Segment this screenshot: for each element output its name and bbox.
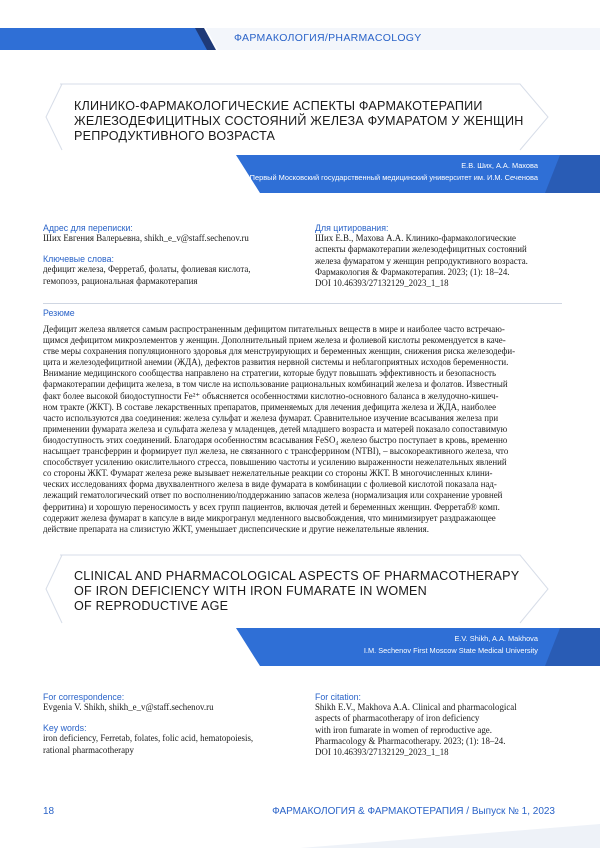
citation-block-en — [315, 692, 565, 758]
citation-line: DOI 10.46393/27132129_2023_1_18 — [315, 278, 449, 289]
title-line: CLINICAL AND PHARMACOLOGICAL ASPECTS OF PHARMACOTHERAPY — [74, 569, 520, 583]
citation-line: aspects of pharmacotherapy of iron deficiency — [315, 713, 480, 724]
divider — [43, 303, 562, 304]
authors-en: E.V. Shikh, A.A. Makhova — [454, 634, 538, 643]
abstract-line: Внимание медицинского сообщества направлено на стратегии, которые будут повышать эффективность и безопасность — [43, 368, 497, 379]
article-title-ru — [74, 99, 544, 144]
citation-label-en: For citation: — [315, 692, 361, 702]
keywords-line: гемопоэз, рациональная фармакотерапия — [43, 275, 198, 286]
address-text: Ших Евгения Валерьевна, shikh_e_v@staff.sechenov.ru — [43, 233, 249, 243]
abstract-line: фармакотерапии дефицита железа, в том числе на использование рациональных комбинаций железа и фолатов. Известный — [43, 379, 508, 390]
title-line: КЛИНИКО-ФАРМАКОЛОГИЧЕСКИЕ АСПЕКТЫ ФАРМАКОТЕРАПИИ — [74, 99, 483, 113]
abstract-line: щимся дефицитом микроэлементов у женщин. Дополнительный прием железа и фолиевой кислоты рекомендуется в каче- — [43, 335, 506, 346]
header-bar — [0, 28, 600, 50]
correspondence-block-ru — [43, 223, 303, 287]
author-band-en — [0, 628, 600, 666]
abstract-line: способствует усилению окислительного стресса, повышению частоты и усилению выраженности нежелательных явлений — [43, 457, 507, 468]
title-line: РЕПРОДУКТИВНОГО ВОЗРАСТА — [74, 129, 276, 143]
correspondence-block-en — [43, 692, 303, 756]
keywords-label-ru: Ключевые слова: — [43, 254, 114, 265]
abstract-line: лежащий гематологический ответ по восполнению/поддержанию запасов железа (нормализация или сохранение уровней — [43, 490, 503, 501]
abstract-line: ном тракте (ЖКТ). В составе лекарственных препаратов, применяемых для лечения дефицита железа и ЖДА, наиболее — [43, 401, 497, 412]
title-line: ЖЕЛЕЗОДЕФИЦИТНЫХ СОСТОЯНИЙ ЖЕЛЕЗА ФУМАРАТОМ У ЖЕНЩИН — [74, 114, 524, 128]
citation-line: Pharmacology & Pharmacotherapy. 2023; (1): 18–24. — [315, 735, 506, 746]
title-line: OF REPRODUCTIVE AGE — [74, 599, 229, 613]
abstract-line: ческих исследованиях форма двухвалентного железа в виде фумарата в комбинации с фолиевой кислотой показала над- — [43, 479, 497, 490]
abstract-line: со стороны ЖКТ. Фумарат железа реже вызывает нежелательные реакции со стороны ЖКТ. В многочисленных клини- — [43, 468, 493, 479]
affiliation-ru: Первый Московский государственный медицинский университет им. И.М. Сеченова — [249, 173, 538, 182]
citation-line: аспекты фармакотерапии железодефицитных состояний — [315, 244, 527, 255]
journal-footer: ФАРМАКОЛОГИЯ & ФАРМАКОТЕРАПИЯ / Выпуск № 1, 2023 — [272, 806, 555, 817]
abstract-ru — [43, 324, 562, 535]
abstract-line: часто используются два соединения: железа сульфат и железа фумарат. Сравнительное изучение всасывания железа при — [43, 412, 499, 423]
correspondence-label: For correspondence: — [43, 692, 125, 702]
citation-line: железа фумаратом у женщин репродуктивного возраста. — [315, 255, 528, 266]
title-line: OF IRON DEFICIENCY WITH IRON FUMARATE IN WOMEN — [74, 584, 427, 598]
affiliation-en: I.M. Sechenov First Moscow State Medical University — [363, 646, 538, 655]
citation-block-ru — [315, 223, 565, 289]
footer-decoration — [0, 824, 600, 848]
citation-line: Shikh E.V., Makhova A.A. Clinical and pharmacological — [315, 702, 517, 712]
abstract-line: биодоступность этих соединений. Благодаря особенностям всасывания FeSO₄ железо быстро поступает в кровь, временно — [43, 434, 508, 445]
keywords-line: iron deficiency, Ferretab, folates, folic acid, hematopoiesis, — [43, 733, 254, 744]
article-title-en — [74, 569, 544, 614]
keywords-label-en: Key words: — [43, 723, 87, 734]
abstract-label: Резюме — [43, 308, 75, 318]
abstract-line: факт более высокой биодоступности Fe²⁺ объясняется особенностями кислотно-основного баланса в желудочно-кишеч- — [43, 390, 499, 401]
address-label: Адрес для переписки: — [43, 223, 133, 233]
author-band-ru — [0, 155, 600, 193]
keywords-line: rational pharmacotherapy — [43, 744, 134, 755]
page-number: 18 — [43, 806, 55, 817]
abstract-line: насыщает трансферрин и формирует пул железа, не связанного с трансферрином (NTBI), – высокореактивного железа, что — [43, 446, 509, 457]
authors-ru: Е.В. Ших, А.А. Махова — [461, 161, 538, 170]
abstract-line: содержит железа фумарат в капсуле в виде микрогранул медленного высвобождения, что минимизирует раздражающее — [43, 512, 496, 523]
section-label: ФАРМАКОЛОГИЯ/PHARMACOLOGY — [234, 32, 422, 44]
correspondence-text: Evgenia V. Shikh, shikh_e_v@staff.sechenov.ru — [43, 702, 214, 712]
abstract-line: цита и железодефицитной анемии (ЖДА), дефектов развития нервной системы и неблагоприятных исходов беременности. — [43, 357, 509, 368]
abstract-line: Дефицит железа является самым распространенным дефицитом питательных веществ в мире и наиболее часто встречаю- — [43, 324, 505, 334]
citation-line: DOI 10.46393/27132129_2023_1_18 — [315, 747, 449, 758]
abstract-line: применении фумарата железа и сульфата железа у младенцев, детей младшего возраста и матерей показало сопоставимую — [43, 423, 508, 434]
citation-line: with iron fumarate in women of reproductive age. — [315, 724, 492, 735]
citation-line: Фармакология & Фармакотерапия. 2023; (1): 18–24. — [315, 266, 510, 277]
citation-line: Ших Е.В., Махова А.А. Клинико-фармакологические — [315, 233, 516, 243]
abstract-line: ферритина) и хорошую переносимость у всех групп пациентов, включая детей и беременных женщин. Ферретаб® комп. — [43, 501, 500, 512]
abstract-line: действие препарата на слизистую ЖКТ, уменьшает диспепсические и другие нежелательные явления. — [43, 523, 429, 534]
abstract-line: стве меры сохранения популяционного здоровья для менструирующих и беременных женщин, снижения риска железодефи- — [43, 346, 516, 357]
keywords-line: дефицит железа, Ферретаб, фолаты, фолиевая кислота, — [43, 264, 251, 275]
citation-label-ru: Для цитирования: — [315, 223, 389, 233]
